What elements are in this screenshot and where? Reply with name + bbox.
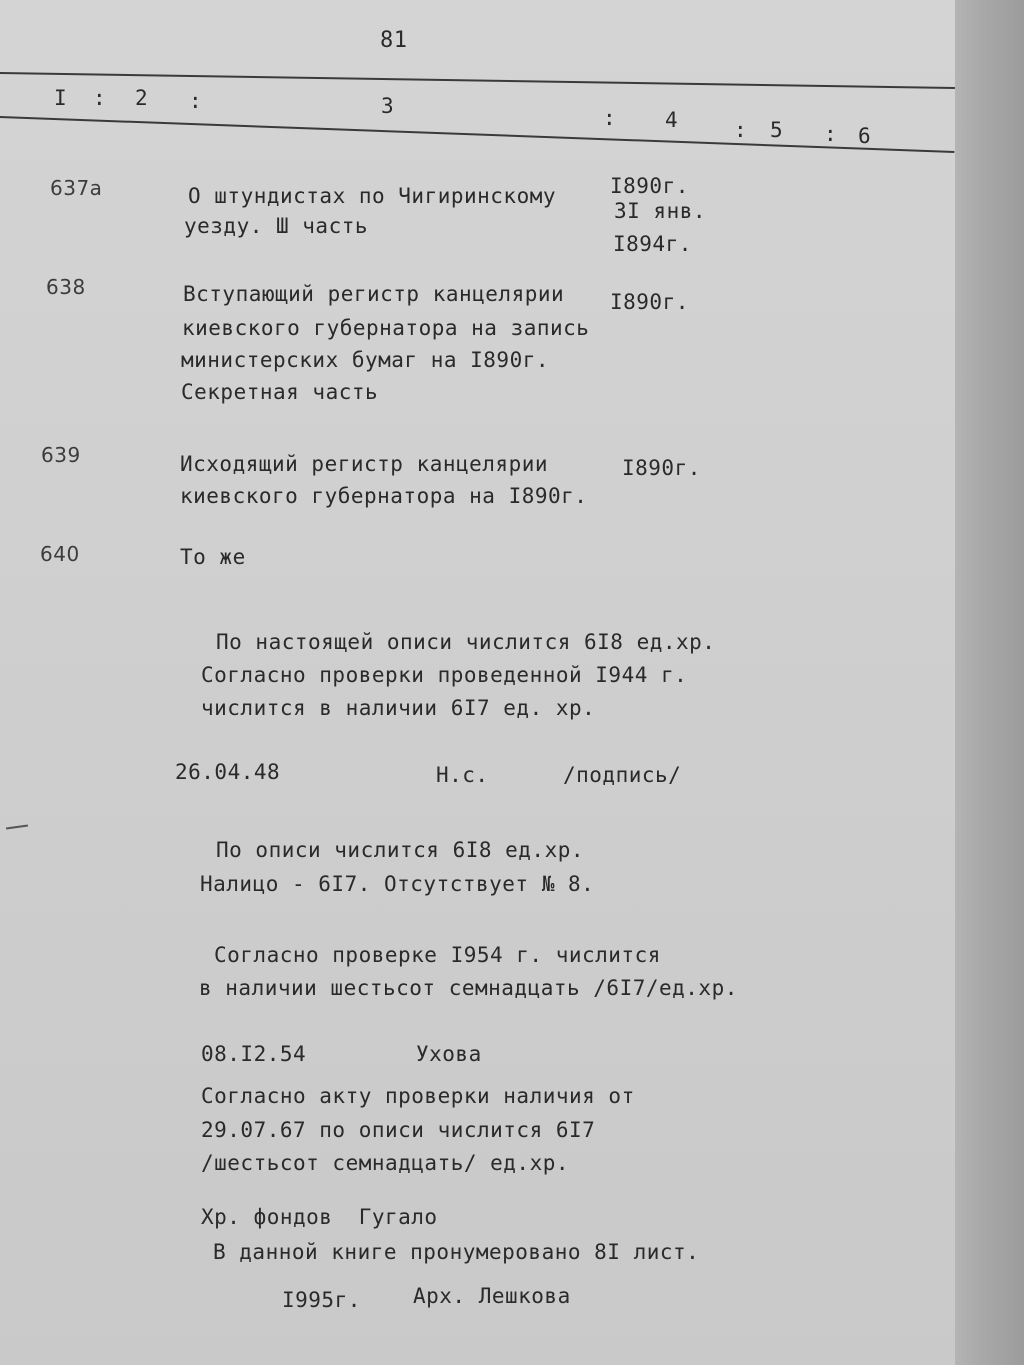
note-line: Согласно проверки проведенной I944 г. — [201, 663, 688, 687]
note-line: По настоящей описи числится 6I8 ед.хр. — [216, 630, 716, 654]
signature-date: 08.I2.54 — [201, 1042, 307, 1066]
entry-date: 3I янв. — [614, 199, 707, 223]
entry-number: 637а — [50, 176, 103, 200]
page-count-note: В данной книге пронумеровано 8I лист. — [213, 1240, 700, 1264]
entry-number: 638 — [46, 275, 86, 299]
col-3-label: 3 — [381, 94, 395, 118]
signature-name: Арх. Лешкова — [413, 1284, 571, 1308]
entry-title-line: Исходящий регистр канцелярии — [180, 452, 549, 476]
entry-date: I890г. — [610, 290, 689, 314]
note-line: в наличии шестьсот семнадцать /6I7/ед.хр. — [199, 976, 738, 1000]
entry-title-line: Секретная часть — [181, 380, 379, 404]
note-line: числится в наличии 6I7 ед. хр. — [201, 696, 596, 720]
entry-title-line: министерских бумаг на I890г. — [181, 348, 550, 372]
page-number: 81 — [380, 28, 408, 53]
col-sep: : — [93, 86, 107, 110]
entry-number: 640 — [40, 542, 80, 566]
note-line: Согласно проверке I954 г. числится — [214, 943, 661, 967]
signature-name: Ухова — [416, 1042, 482, 1066]
signature-mark: /подпись/ — [563, 763, 682, 787]
note-line: /шестьсот семнадцать/ ед.хр. — [201, 1151, 570, 1175]
signature-date: 26.04.48 — [175, 760, 281, 784]
entry-title-line: О штундистах по Чигиринскому — [188, 184, 557, 208]
signature-year: I995г. — [282, 1288, 361, 1312]
note-line: Налицо - 6I7. Отсутствует № 8. — [200, 872, 595, 896]
col-6-label: 6 — [858, 124, 872, 148]
entry-date: I894г. — [613, 232, 692, 256]
entry-number: 639 — [41, 443, 81, 467]
signature-name: Н.с. — [436, 763, 489, 787]
note-line: По описи числится 6I8 ед.хр. — [216, 838, 585, 862]
col-sep: : — [824, 122, 838, 146]
entry-title-line: киевского губернатора на запись — [182, 316, 590, 340]
note-line: 29.07.67 по описи числится 6I7 — [201, 1118, 596, 1142]
entry-title-line: Вступающий регистр канцелярии — [183, 282, 565, 306]
entry-title-line: уезду. Ш часть — [184, 214, 369, 238]
entry-date: I890г. — [622, 456, 701, 480]
page-edge-shadow — [955, 0, 1024, 1365]
note-line: Согласно акту проверки наличия от — [201, 1084, 635, 1108]
col-sep: : — [189, 89, 203, 113]
signature-line-3: Хр. фондов Гугало — [201, 1205, 438, 1229]
col-4-label: 4 — [665, 108, 679, 132]
entry-title-line: киевского губернатора на I890г. — [180, 484, 588, 508]
entry-title-line: То же — [180, 545, 246, 569]
col-sep: : — [603, 106, 617, 130]
col-1-label: I — [54, 86, 68, 110]
col-sep: : — [734, 118, 748, 142]
col-5-label: 5 — [770, 118, 784, 142]
entry-date: I890г. — [610, 174, 689, 198]
col-2-label: 2 — [135, 86, 149, 110]
